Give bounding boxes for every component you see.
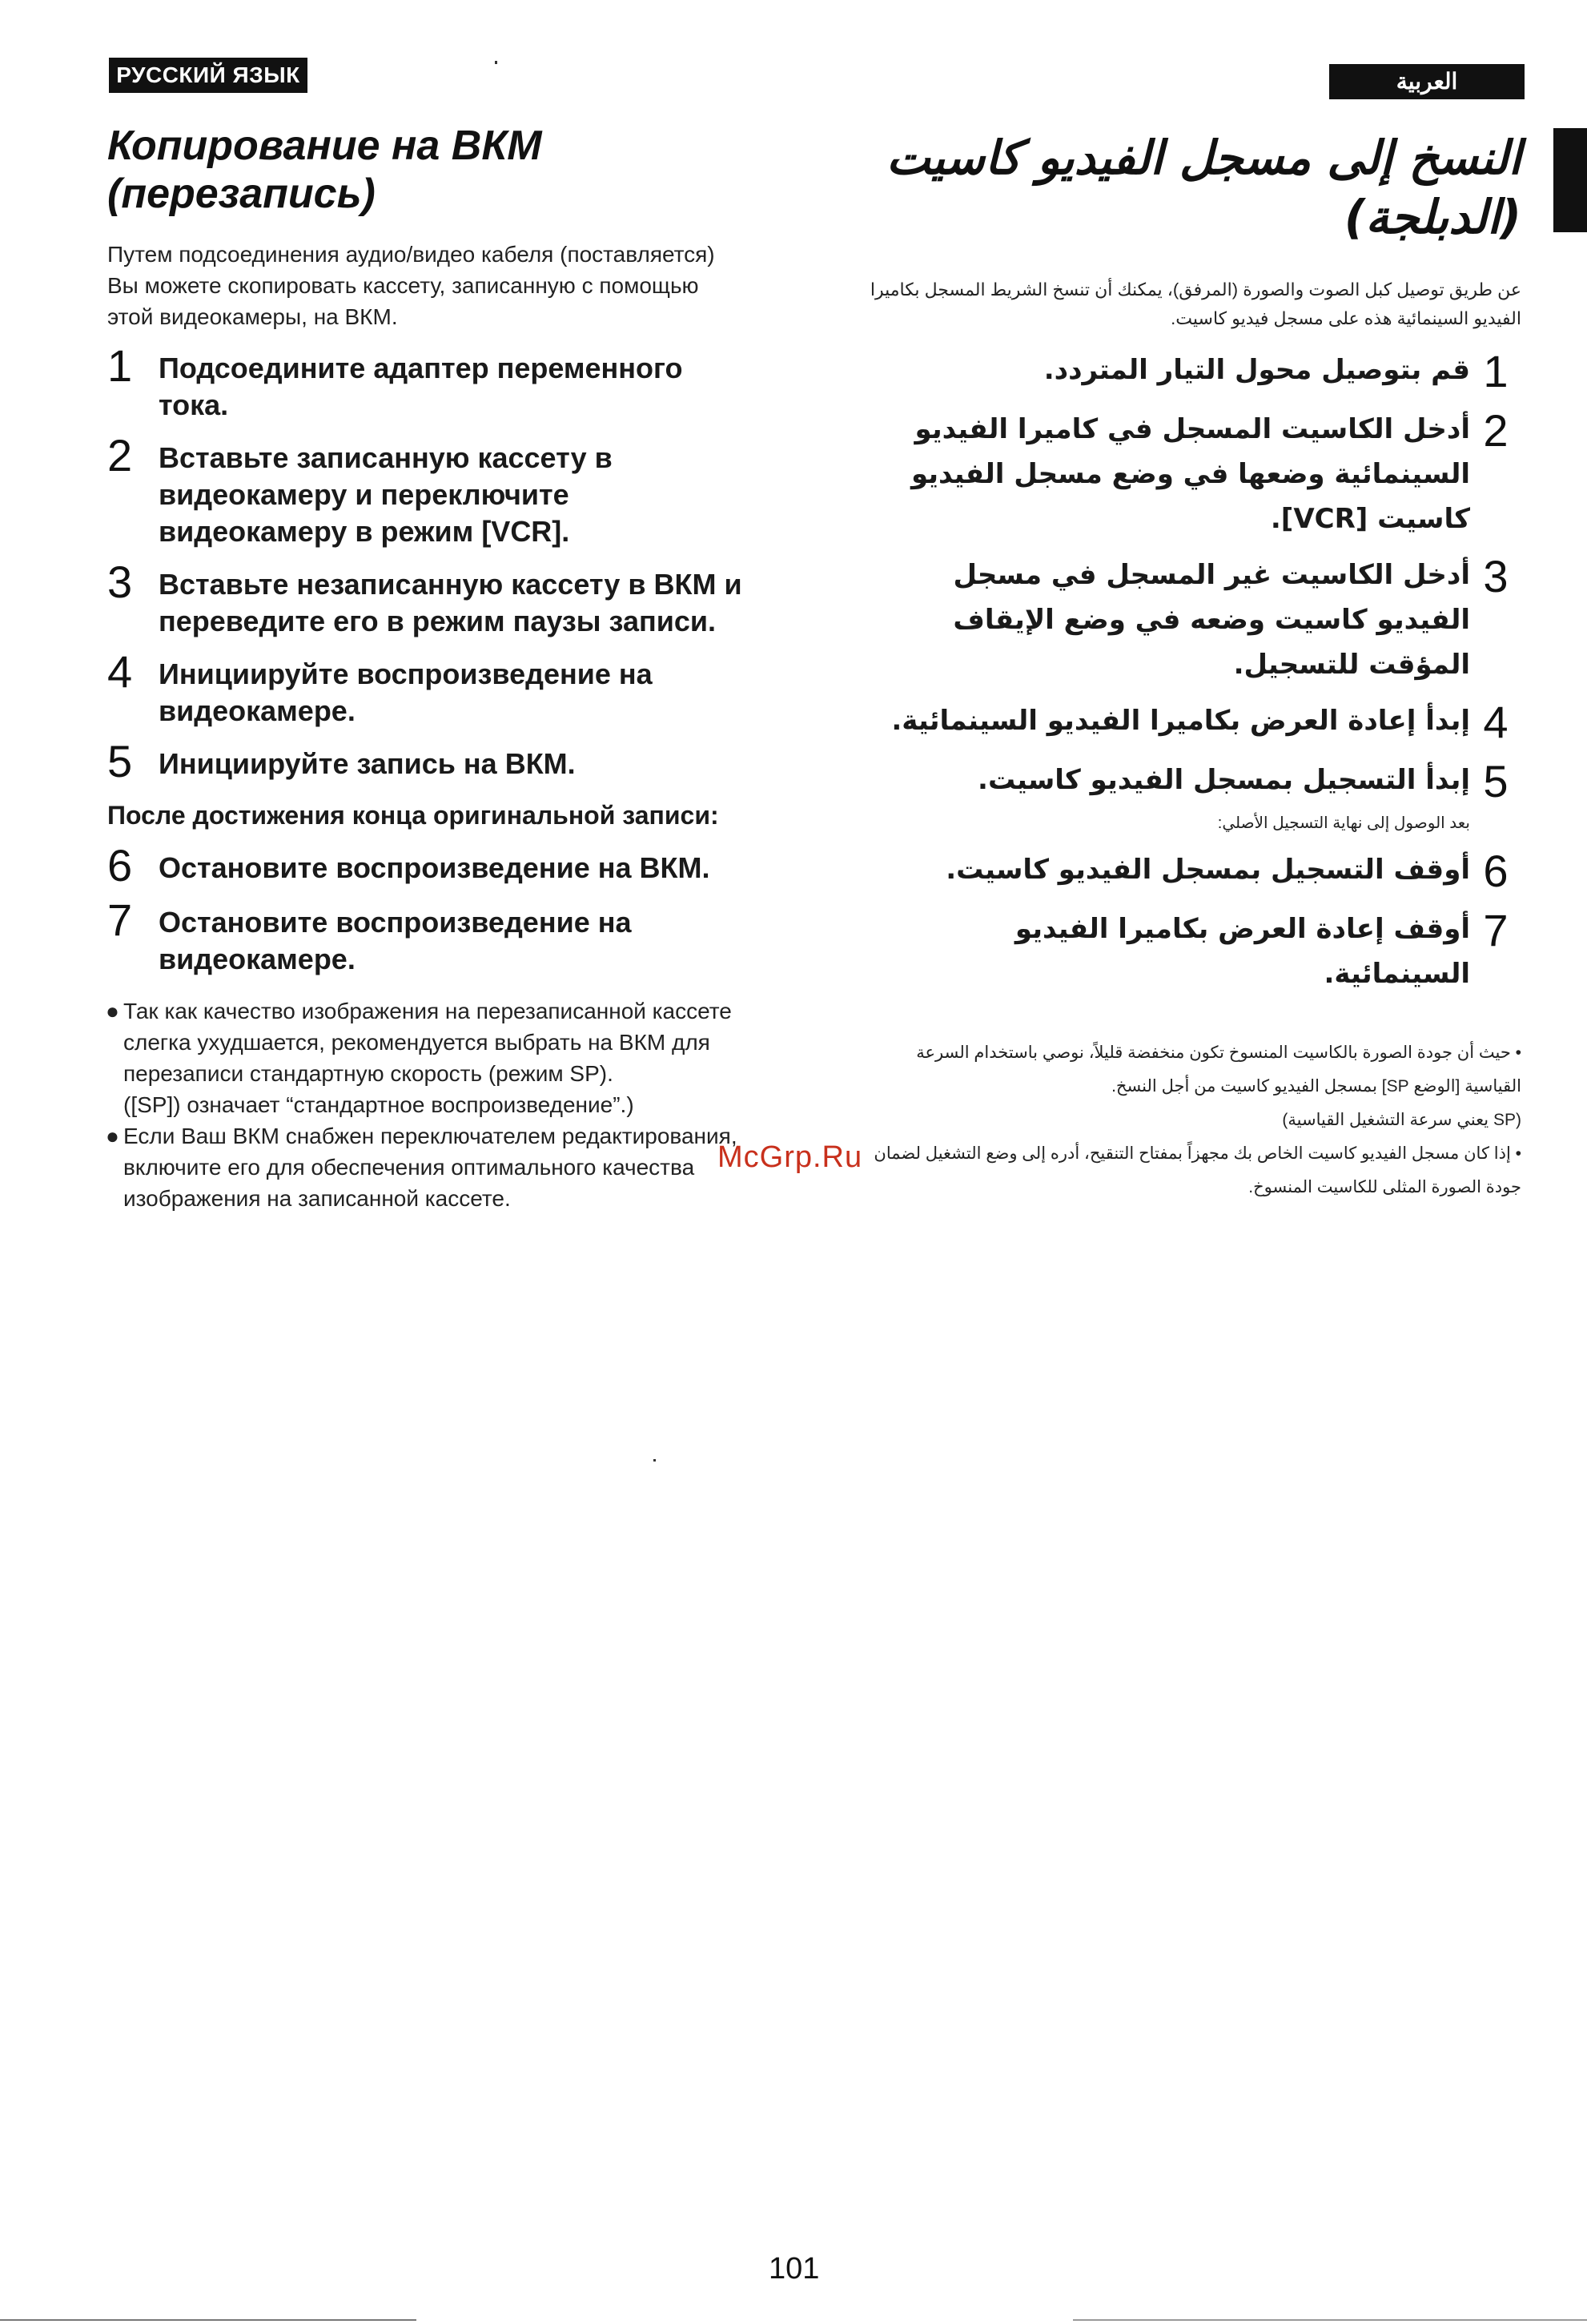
after-recording-heading: После достижения конца оригинальной записи:	[107, 801, 719, 830]
note-item	[107, 1120, 748, 1214]
step-item	[865, 907, 1521, 996]
step-number: 5	[107, 736, 133, 786]
step-text: Вставьте незаписанную кассету в ВКМ и переведите его в режим паузы записи.	[159, 568, 742, 637]
arabic-column	[865, 128, 1521, 1204]
step-item	[107, 840, 748, 891]
step-number: 3	[107, 557, 133, 607]
step-item	[107, 557, 748, 640]
step-item	[865, 348, 1521, 396]
after-recording-heading: بعد الوصول إلى نهاية التسجيل الأصلي:	[1217, 814, 1470, 832]
step-number: 5	[1483, 756, 1509, 806]
step-item	[865, 847, 1521, 895]
title-line-2: (الدبلجة)	[1344, 190, 1521, 244]
step-number: 1	[1483, 346, 1509, 396]
print-speck	[653, 1459, 656, 1462]
note-text: Если Ваш ВКМ снабжен переключателем редактирования, включите его для обеспечения оптимального качества изображения на записанной кассете.	[123, 1124, 737, 1211]
page-title-arabic	[865, 128, 1521, 247]
step-text: Инициируйте воспроизведение на видеокамере.	[159, 657, 653, 727]
step-number: 2	[1483, 405, 1509, 456]
intro-paragraph: Путем подсоединения аудио/видео кабеля (поставляется) Вы можете скопировать кассету, записанную с помощью этой видеокамеры, на ВКМ.	[107, 242, 715, 329]
step-text: أدخل الكاسيت المسجل في كاميرا الفيديو السينمائية وضعها في وضع مسجل الفيديو كاسيت [VCR].	[910, 413, 1470, 535]
step-number: 4	[1483, 697, 1509, 747]
step-text: Подсоедините адаптер переменного тока.	[159, 352, 683, 421]
step-number: 1	[107, 340, 133, 391]
watermark: McGrp.Ru	[717, 1140, 863, 1174]
step-text: أوقف التسجيل بمسجل الفيديو كاسيت.	[946, 854, 1470, 886]
step-text: Остановите воспроизведение на ВКМ.	[159, 851, 710, 884]
step-number: 2	[107, 430, 133, 480]
step-item	[865, 553, 1521, 687]
bottom-rule	[1073, 2319, 1587, 2321]
bottom-rule	[0, 2319, 416, 2321]
step-number: 4	[107, 646, 133, 697]
note-text: ([SP]) означает “стандартное воспроизведение”.)	[123, 1092, 634, 1117]
section-edge-tab	[1553, 128, 1587, 232]
step-number: 7	[1483, 905, 1509, 955]
step-text: أوقف إعادة العرض بكاميرا الفيديو السينمائية.	[1014, 913, 1470, 990]
step-number: 6	[107, 840, 133, 891]
note-item	[107, 995, 748, 1089]
step-text: أدخل الكاسيت غير المسجل في مسجل الفيديو كاسيت وضعه في وضع الإيقاف المؤقت للتسجيل.	[953, 559, 1470, 681]
notes-list	[107, 995, 748, 1214]
step-number: 7	[107, 895, 133, 945]
language-tag-arabic: العربية	[1329, 64, 1525, 99]
intro-paragraph: عن طريق توصيل كبل الصوت والصورة (المرفق)، يمكنك أن تنسخ الشريط المسجل بكاميرا الفيديو السينمائية هذه على مسجل فيديو كاسيت.	[870, 279, 1521, 328]
page-number: 101	[769, 2252, 820, 2286]
title-line-1: Копирование на ВКМ	[107, 123, 542, 169]
step-text: قم بتوصيل محول التيار المتردد.	[1043, 354, 1470, 386]
step-text: Вставьте записанную кассету в видеокамеру и переключите видеокамеру в режим [VCR].	[159, 441, 613, 548]
russian-column	[107, 122, 748, 1214]
note-item: • إذا كان مسجل الفيديو كاسيت الخاص بك مجهزاً بمفتاح التنقيح، أدره إلى وضع التشغيل لضمان جودة الصورة المثلى للكاسيت المنسوخ.	[874, 1144, 1521, 1196]
print-speck	[495, 61, 497, 64]
step-item	[865, 758, 1521, 806]
step-item	[865, 407, 1521, 541]
note-item: • حيث أن جودة الصورة بالكاسيت المنسوخ تكون منخفضة قليلاً، نوصي باستخدام السرعة القياسية [الوضع SP] بمسجل الفيديو كاسيت من أجل النسخ.	[916, 1043, 1521, 1096]
notes-list	[865, 1036, 1521, 1204]
title-line-2: (перезапись)	[107, 171, 376, 217]
step-item	[107, 895, 748, 978]
note-item: (SP يعني سرعة التشغيل القياسية)	[1282, 1111, 1521, 1129]
bullet: ●	[106, 999, 119, 1023]
language-tag-russian: РУССКИЙ ЯЗЫК	[109, 58, 307, 93]
bullet: ●	[106, 1124, 119, 1148]
step-text: Инициируйте запись на ВКМ.	[159, 747, 576, 780]
step-item	[107, 340, 748, 424]
step-item	[107, 430, 748, 550]
step-text: Остановите воспроизведение на видеокамере.	[159, 906, 632, 975]
step-text: إبدأ التسجيل بمسجل الفيديو كاسيت.	[978, 764, 1470, 796]
step-number: 3	[1483, 551, 1509, 601]
step-number: 6	[1483, 846, 1509, 896]
page-title-russian	[107, 122, 748, 218]
step-text: إبدأ إعادة العرض بكاميرا الفيديو السينمائية.	[891, 705, 1470, 737]
note-item	[107, 1089, 748, 1120]
note-text: Так как качество изображения на перезаписанной кассете слегка ухудшается, рекомендуется выбрать на ВКМ для перезаписи стандартную скорость (режим SP).	[123, 999, 732, 1086]
step-item	[107, 736, 748, 786]
step-item	[107, 646, 748, 730]
step-item	[865, 698, 1521, 746]
title-line-1: النسخ إلى مسجل الفيديو كاسيت	[886, 131, 1521, 185]
